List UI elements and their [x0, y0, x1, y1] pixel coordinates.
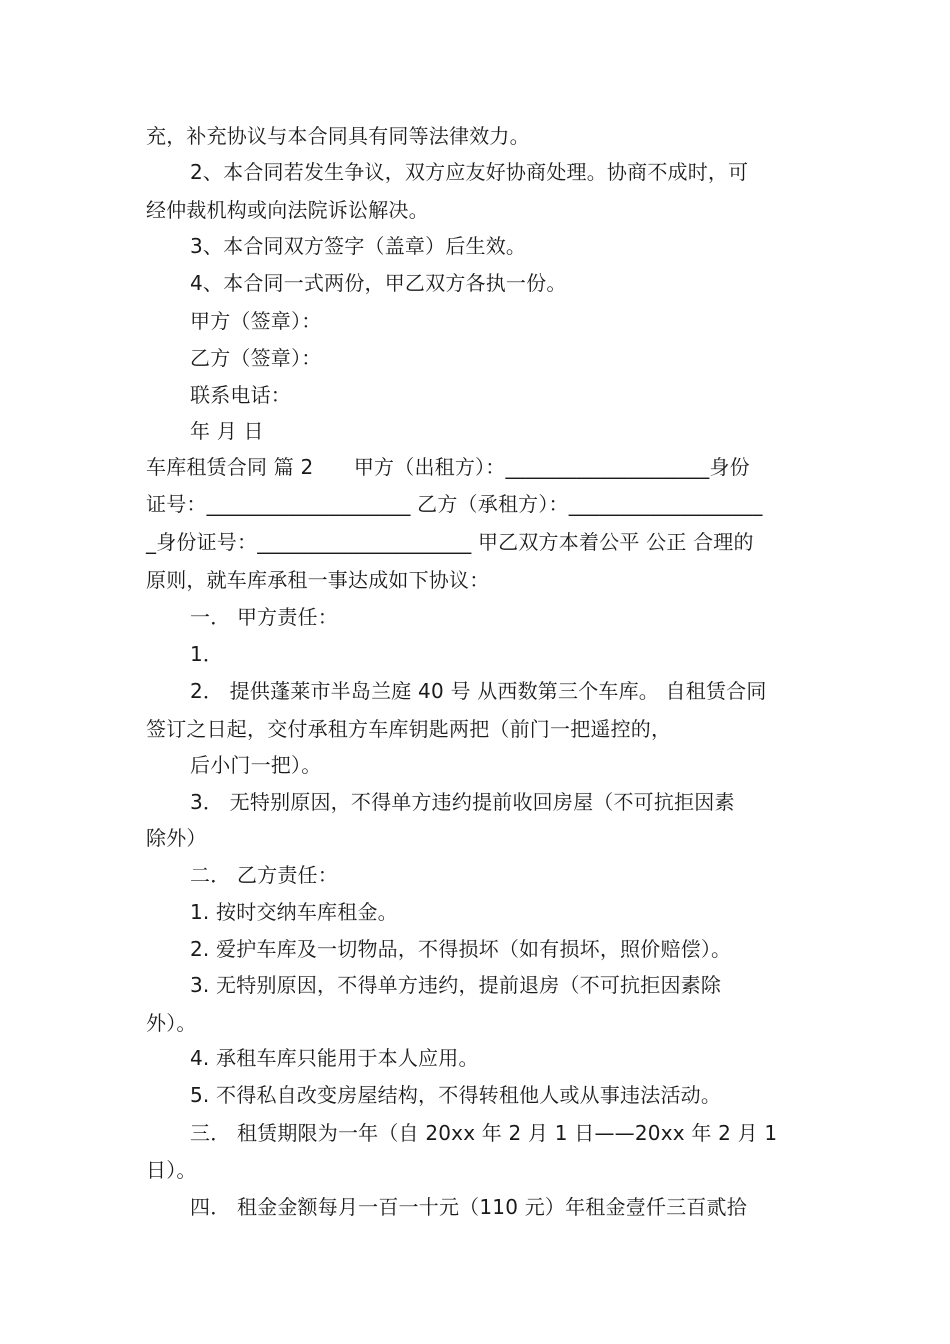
- paragraph-line: 2、本合同若发生争议，双方应友好协商处理。协商不成时，可: [190, 160, 749, 184]
- paragraph-line: 日）。: [146, 1158, 197, 1182]
- section-heading: 三． 租赁期限为一年（自 20xx 年 2 月 1 日——20xx 年 2 月 1: [190, 1121, 778, 1145]
- list-item: 3. 无特别原因，不得单方违约，提前退房（不可抗拒因素除: [190, 973, 722, 997]
- paragraph-line: 4、本合同一式两份，甲乙双方各执一份。: [190, 271, 567, 295]
- contact-phone-line: 联系电话：: [190, 383, 291, 407]
- paragraph-line: 3、本合同双方签字（盖章）后生效。: [190, 234, 527, 258]
- list-item: 2. 爱护车库及一切物品，不得损坏（如有损坏，照价赔偿）。: [190, 937, 732, 961]
- section-heading: 一． 甲方责任：: [190, 605, 338, 629]
- paragraph-line: 外）。: [146, 1011, 197, 1035]
- section-heading: 四． 租金金额每月一百一十元（110 元）年租金壹仟三百贰拾: [190, 1195, 747, 1219]
- list-item: 4. 承租车库只能用于本人应用。: [190, 1046, 479, 1070]
- signature-line-party-b: 乙方（签章）：: [190, 346, 322, 370]
- paragraph-line: 充，补充协议与本合同具有同等法律效力。: [146, 124, 530, 148]
- paragraph-line: 证号：____________________ 乙方（承租方）：___________________: [146, 492, 763, 516]
- signature-line-party-a: 甲方（签章）：: [190, 309, 322, 333]
- list-item: 3． 无特别原因，不得单方违约提前收回房屋（不可抗拒因素: [190, 790, 735, 814]
- paragraph-line: 除外）: [146, 826, 207, 850]
- list-item: 1．: [190, 642, 224, 666]
- list-item: 5. 不得私自改变房屋结构，不得转租他人或从事违法活动。: [190, 1083, 722, 1107]
- paragraph-line: 签订之日起，交付承租方车库钥匙两把（前门一把遥控的，: [146, 717, 672, 741]
- paragraph-line: 后小门一把）。: [190, 753, 322, 777]
- list-item: 1. 按时交纳车库租金。: [190, 900, 398, 924]
- contract-heading-line: 车库租赁合同 篇 2 甲方（出租方）：____________________身份: [146, 455, 750, 479]
- list-item: 2． 提供蓬莱市半岛兰庭 40 号 从西数第三个车库。 自租赁合同: [190, 679, 767, 703]
- section-heading: 二． 乙方责任：: [190, 863, 338, 887]
- paragraph-line: 原则，就车库承租一事达成如下协议：: [146, 568, 490, 592]
- date-line: 年 月 日: [190, 419, 264, 443]
- paragraph-line: 经仲裁机构或向法院诉讼解决。: [146, 198, 429, 222]
- paragraph-line: _身份证号：_____________________ 甲乙双方本着公平 公正 合理的: [146, 530, 754, 554]
